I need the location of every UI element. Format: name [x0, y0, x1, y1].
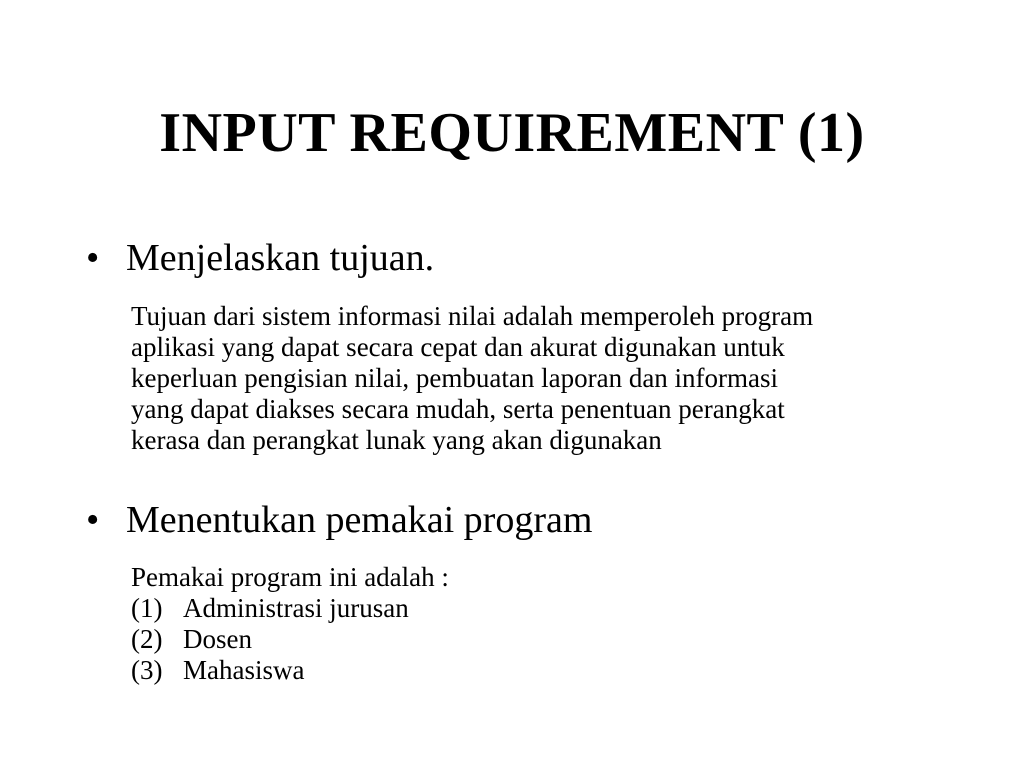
bullet-item-tujuan [86, 236, 434, 280]
list-item [131, 593, 1011, 624]
bullet-item-pemakai [86, 498, 592, 542]
list-number: (3) [131, 655, 163, 685]
pemakai-list [131, 562, 1011, 686]
bullet-marker: • [86, 237, 100, 279]
paragraph-line: aplikasi yang dapat secara cepat dan akurat digunakan untuk [131, 332, 785, 362]
tujuan-paragraph [131, 301, 1011, 456]
list-item-text: Administrasi jurusan [183, 593, 409, 623]
paragraph-line: Tujuan dari sistem informasi nilai adalah memperoleh program [131, 301, 814, 331]
bullet-text: Menentukan pemakai program [126, 499, 593, 541]
list-item-text: Mahasiswa [183, 655, 305, 685]
list-number: (1) [131, 593, 163, 623]
list-item-text: Dosen [183, 624, 252, 654]
paragraph-line: yang dapat diakses secara mudah, serta penentuan perangkat [131, 394, 785, 424]
bullet-text: Menjelaskan tujuan. [126, 237, 435, 279]
bullet-marker: • [86, 499, 100, 541]
paragraph-line: keperluan pengisian nilai, pembuatan laporan dan informasi [131, 363, 779, 393]
list-item [131, 624, 1011, 655]
list-intro: Pemakai program ini adalah : [131, 562, 449, 592]
list-item [131, 655, 1011, 686]
paragraph-line: kerasa dan perangkat lunak yang akan digunakan [131, 425, 662, 455]
list-number: (2) [131, 624, 163, 654]
slide-title: INPUT REQUIREMENT (1) [159, 102, 865, 164]
